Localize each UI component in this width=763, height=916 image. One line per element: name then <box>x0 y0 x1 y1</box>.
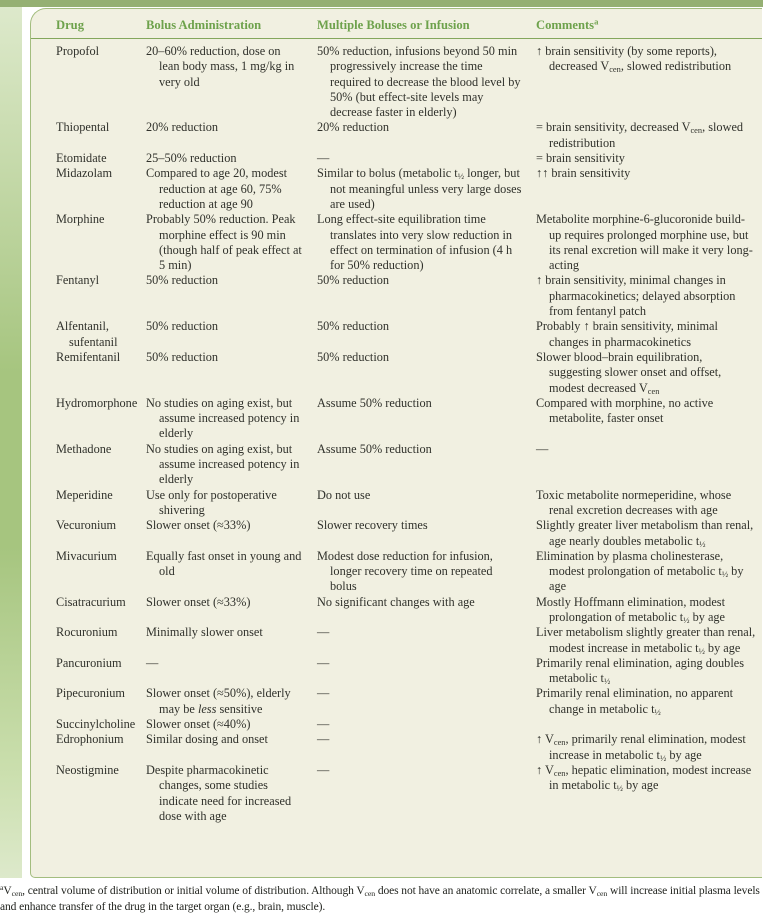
table-row <box>31 549 762 595</box>
multiple-boluses-or-infusion-cell: — <box>317 717 330 732</box>
comments-cell: Elimination by plasma cholinesterase, modest prolongation of metabolic $t_{\frac{1}{2}}$ by age <box>536 548 747 594</box>
table-row <box>31 396 762 442</box>
table-row <box>31 151 762 166</box>
drug-name-cell: Alfentanil, sufentanil <box>56 319 118 349</box>
comments-cell: Compared with morphine, no active metabolite, faster onset <box>536 395 717 426</box>
bolus-administration-cell: No studies on aging exist, but assume increased potency in elderly <box>146 441 303 487</box>
comments-cell: Slightly greater liver metabolism than renal, age nearly doubles metabolic $t_{\frac{1}{2}}$ <box>536 518 757 549</box>
bolus-administration-cell: 50% reduction <box>146 349 219 364</box>
drug-name-cell: Methadone <box>56 441 112 456</box>
multiple-boluses-or-infusion-cell: 50% reduction <box>317 273 390 288</box>
table-row <box>31 686 762 717</box>
comments-cell: = brain sensitivity <box>536 151 625 166</box>
left-margin-decoration <box>0 7 22 878</box>
comments-cell: Mostly Hoffmann elimination, modest prolongation of metabolic $t_{\frac{1}{2}}$ by age <box>536 594 729 626</box>
multiple-boluses-or-infusion-cell: No significant changes with age <box>317 594 475 609</box>
drug-name-cell: Morphine <box>56 212 105 227</box>
drug-name-cell: Pipecuronium <box>56 686 125 701</box>
table-row <box>31 732 762 763</box>
multiple-boluses-or-infusion-cell: 50% reduction, infusions beyond 50 min progressively increase the time required to decrease the blood level by 50% (but effect-site levels may decrease faster in elderly) <box>317 44 524 120</box>
bolus-administration-cell: Equally fast onset in young and old <box>146 548 305 579</box>
multiple-boluses-or-infusion-cell: Modest dose reduction for infusion, longer recovery time on repeated bolus <box>317 548 496 594</box>
drug-name-cell: Hydromorphone <box>56 395 138 410</box>
drug-name-cell: Remifentanil <box>56 349 121 364</box>
comments-cell: = brain sensitivity, decreased $V_{cen}$, slowed redistribution <box>536 120 747 150</box>
drug-name-cell: Rocuronium <box>56 625 118 640</box>
table-row <box>31 488 762 519</box>
comments-cell: Toxic metabolite normeperidine, whose renal excretion decreases with age <box>536 487 735 517</box>
bolus-administration-cell: Slower onset (≈33%) <box>146 518 251 533</box>
bolus-administration-cell: Slower onset (≈50%), elderly may be less sensitive <box>146 686 294 716</box>
bolus-administration-cell: Similar dosing and onset <box>146 732 268 747</box>
drug-name-cell: Pancuronium <box>56 655 122 670</box>
comments-cell: Primarily renal elimination, aging doubles metabolic $t_{\frac{1}{2}}$ <box>536 655 748 687</box>
comments-cell: Metabolite morphine-6-glucoronide build-up requires prolonged morphine use, but its renal excretion will make it very long-acting <box>536 212 753 273</box>
drug-name-cell: Fentanyl <box>56 273 100 288</box>
multiple-boluses-or-infusion-cell: — <box>317 686 330 701</box>
bolus-administration-cell: 50% reduction <box>146 319 219 334</box>
bolus-administration-cell: 20–60% reduction, dose on lean body mass, 1 mg/kg in very old <box>146 44 298 89</box>
table-row <box>31 166 762 212</box>
drug-name-cell: Propofol <box>56 44 100 58</box>
drug-name-cell: Midazolam <box>56 166 113 181</box>
comments-cell: — <box>536 441 549 456</box>
table-row <box>31 44 762 120</box>
table-row <box>31 319 762 350</box>
multiple-boluses-or-infusion-cell: Similar to bolus (metabolic $t_{\frac{1}{2}}$ longer, but not meaningful unless very large doses are used) <box>317 166 525 211</box>
multiple-boluses-or-infusion-cell: — <box>317 655 330 670</box>
column-header-drug: Drug <box>56 18 84 32</box>
bolus-administration-cell: 20% reduction <box>146 120 219 135</box>
column-header-multiple-boluses-or-infusion: Multiple Boluses or Infusion <box>317 18 470 32</box>
table-row <box>31 763 762 824</box>
comments-cell: ↑ brain sensitivity (by some reports), decreased $V_{cen}$, slowed redistribution <box>536 44 732 75</box>
drug-name-cell: Vecuronium <box>56 518 117 533</box>
multiple-boluses-or-infusion-cell: 20% reduction <box>317 120 390 135</box>
drug-name-cell: Edrophonium <box>56 732 124 747</box>
multiple-boluses-or-infusion-cell: — <box>317 732 330 747</box>
bolus-administration-cell: 25–50% reduction <box>146 151 237 166</box>
table-row <box>31 442 762 488</box>
table-body <box>31 44 762 824</box>
multiple-boluses-or-infusion-cell: 50% reduction <box>317 349 390 364</box>
bolus-administration-cell: Slower onset (≈33%) <box>146 594 251 609</box>
drug-name-cell: Neostigmine <box>56 762 119 777</box>
table-row <box>31 120 762 151</box>
drug-name-cell: Etomidate <box>56 151 107 166</box>
table-row <box>31 273 762 319</box>
table-row <box>31 518 762 549</box>
drug-dosing-table-card <box>30 8 762 878</box>
bolus-administration-cell: Use only for postoperative shivering <box>146 487 280 517</box>
multiple-boluses-or-infusion-cell: — <box>317 625 330 640</box>
table-row <box>31 625 762 656</box>
table-row <box>31 595 762 626</box>
bolus-administration-cell: Probably 50% reduction. Peak morphine effect is 90 min (though half of peak effect at 5 min) <box>146 212 305 273</box>
comments-cell: ↑ $V_{cen}$, primarily renal elimination, modest increase in metabolic $t_{\frac{1}{2}}$ by age <box>536 732 749 763</box>
multiple-boluses-or-infusion-cell: 50% reduction <box>317 319 390 334</box>
top-band-decoration <box>0 0 763 7</box>
bolus-administration-cell: 50% reduction <box>146 273 219 288</box>
comments-cell: ↑ brain sensitivity, minimal changes in pharmacokinetics; delayed absorption from fentanyl patch <box>536 273 739 319</box>
drug-name-cell: Thiopental <box>56 120 110 135</box>
multiple-boluses-or-infusion-cell: Slower recovery times <box>317 518 428 533</box>
drug-name-cell: Cisatracurium <box>56 594 126 609</box>
comments-cell: Probably ↑ brain sensitivity, minimal changes in pharmacokinetics <box>536 319 722 349</box>
drug-name-cell: Succinylcholine <box>56 717 136 732</box>
multiple-boluses-or-infusion-cell: Long effect-site equilibration time translates into very slow reduction in effect on termination of infusion (4 h for 50% reduction) <box>317 212 516 273</box>
column-header-comments: Comments$^a$ <box>536 16 599 32</box>
drug-name-cell: Mivacurium <box>56 548 117 563</box>
bolus-administration-cell: Compared to age 20, modest reduction at age 60, 75% reduction at age 90 <box>146 166 291 211</box>
multiple-boluses-or-infusion-cell: — <box>317 762 330 777</box>
table-header-row <box>31 9 762 39</box>
multiple-boluses-or-infusion-cell: Assume 50% reduction <box>317 441 432 456</box>
column-header-bolus-administration: Bolus Administration <box>146 18 262 32</box>
bolus-administration-cell: No studies on aging exist, but assume increased potency in elderly <box>146 395 303 441</box>
comments-cell: Slower blood–brain equilibration, suggesting slower onset and offset, modest decreased $V_{cen}$ <box>536 349 725 396</box>
table-row <box>31 350 762 396</box>
bolus-administration-cell: Minimally slower onset <box>146 625 263 640</box>
table-row <box>31 717 762 732</box>
table-footnote: $^aV_{cen}$, central volume of distribution or initial volume of distribution. Although $V_{cen}$ does not have an anatomic correlate, a smaller $V_{cen}$ will increase initial plasma levels and enhance transfer of the drug in the target organ (e.g., brain, muscle). <box>0 883 760 913</box>
comments-cell: Liver metabolism slightly greater than renal, modest increase in metabolic $t_{\frac{1}{2}}$ by age <box>536 625 759 656</box>
comments-cell: ↑ $V_{cen}$, hepatic elimination, modest increase in metabolic $t_{\frac{1}{2}}$ by age <box>536 762 755 794</box>
table-row <box>31 212 762 273</box>
bolus-administration-cell: — <box>146 655 159 670</box>
comments-cell: ↑↑ brain sensitivity <box>536 166 631 181</box>
table-row <box>31 656 762 687</box>
bolus-administration-cell: Despite pharmacokinetic changes, some studies indicate need for increased dose with age <box>146 762 295 823</box>
bolus-administration-cell: Slower onset (≈40%) <box>146 717 251 732</box>
comments-cell: Primarily renal elimination, no apparent change in metabolic $t_{\frac{1}{2}}$ <box>536 686 737 717</box>
multiple-boluses-or-infusion-cell: Assume 50% reduction <box>317 395 432 410</box>
multiple-boluses-or-infusion-cell: — <box>317 151 330 166</box>
drug-name-cell: Meperidine <box>56 487 113 502</box>
multiple-boluses-or-infusion-cell: Do not use <box>317 487 371 502</box>
